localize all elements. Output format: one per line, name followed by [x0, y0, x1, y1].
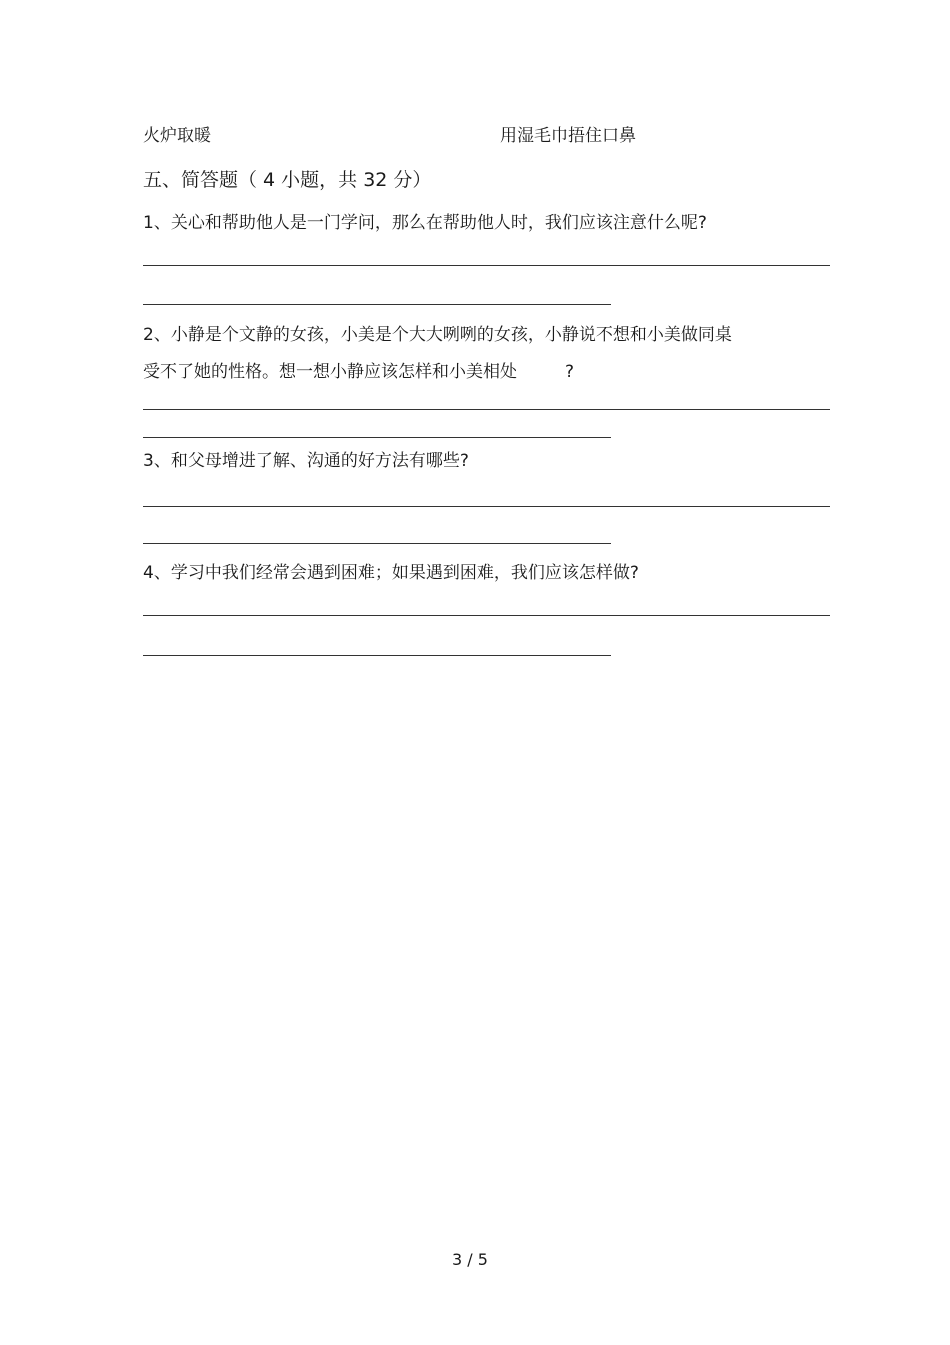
question-4-text: 4、学习中我们经常会遇到困难；如果遇到困难，我们应该怎样做?	[143, 563, 639, 583]
answer-line-4b[interactable]	[143, 655, 611, 656]
answer-line-4a[interactable]	[143, 615, 830, 616]
answer-line-1a[interactable]	[143, 265, 830, 266]
option-left: 火炉取暖	[143, 126, 211, 146]
answer-line-1b[interactable]	[143, 304, 611, 305]
answer-line-3a[interactable]	[143, 506, 830, 507]
answer-line-2a[interactable]	[143, 409, 830, 410]
page-number: 3 / 5	[452, 1250, 488, 1269]
question-2-mark: ?	[565, 362, 575, 382]
question-2-line2: 受不了她的性格。想一想小静应该怎样和小美相处	[143, 362, 517, 382]
option-right: 用湿毛巾捂住口鼻	[500, 126, 636, 146]
answer-line-3b[interactable]	[143, 543, 611, 544]
question-2-line1: 2、小静是个文静的女孩，小美是个大大咧咧的女孩，小静说不想和小美做同桌	[143, 325, 732, 345]
question-1-text: 1、关心和帮助他人是一门学问，那么在帮助他人时，我们应该注意什么呢?	[143, 213, 707, 233]
answer-line-2b[interactable]	[143, 437, 611, 438]
question-3-text: 3、和父母增进了解、沟通的好方法有哪些?	[143, 451, 469, 471]
section-title: 五、简答题（ 4 小题，共 32 分）	[143, 169, 432, 191]
